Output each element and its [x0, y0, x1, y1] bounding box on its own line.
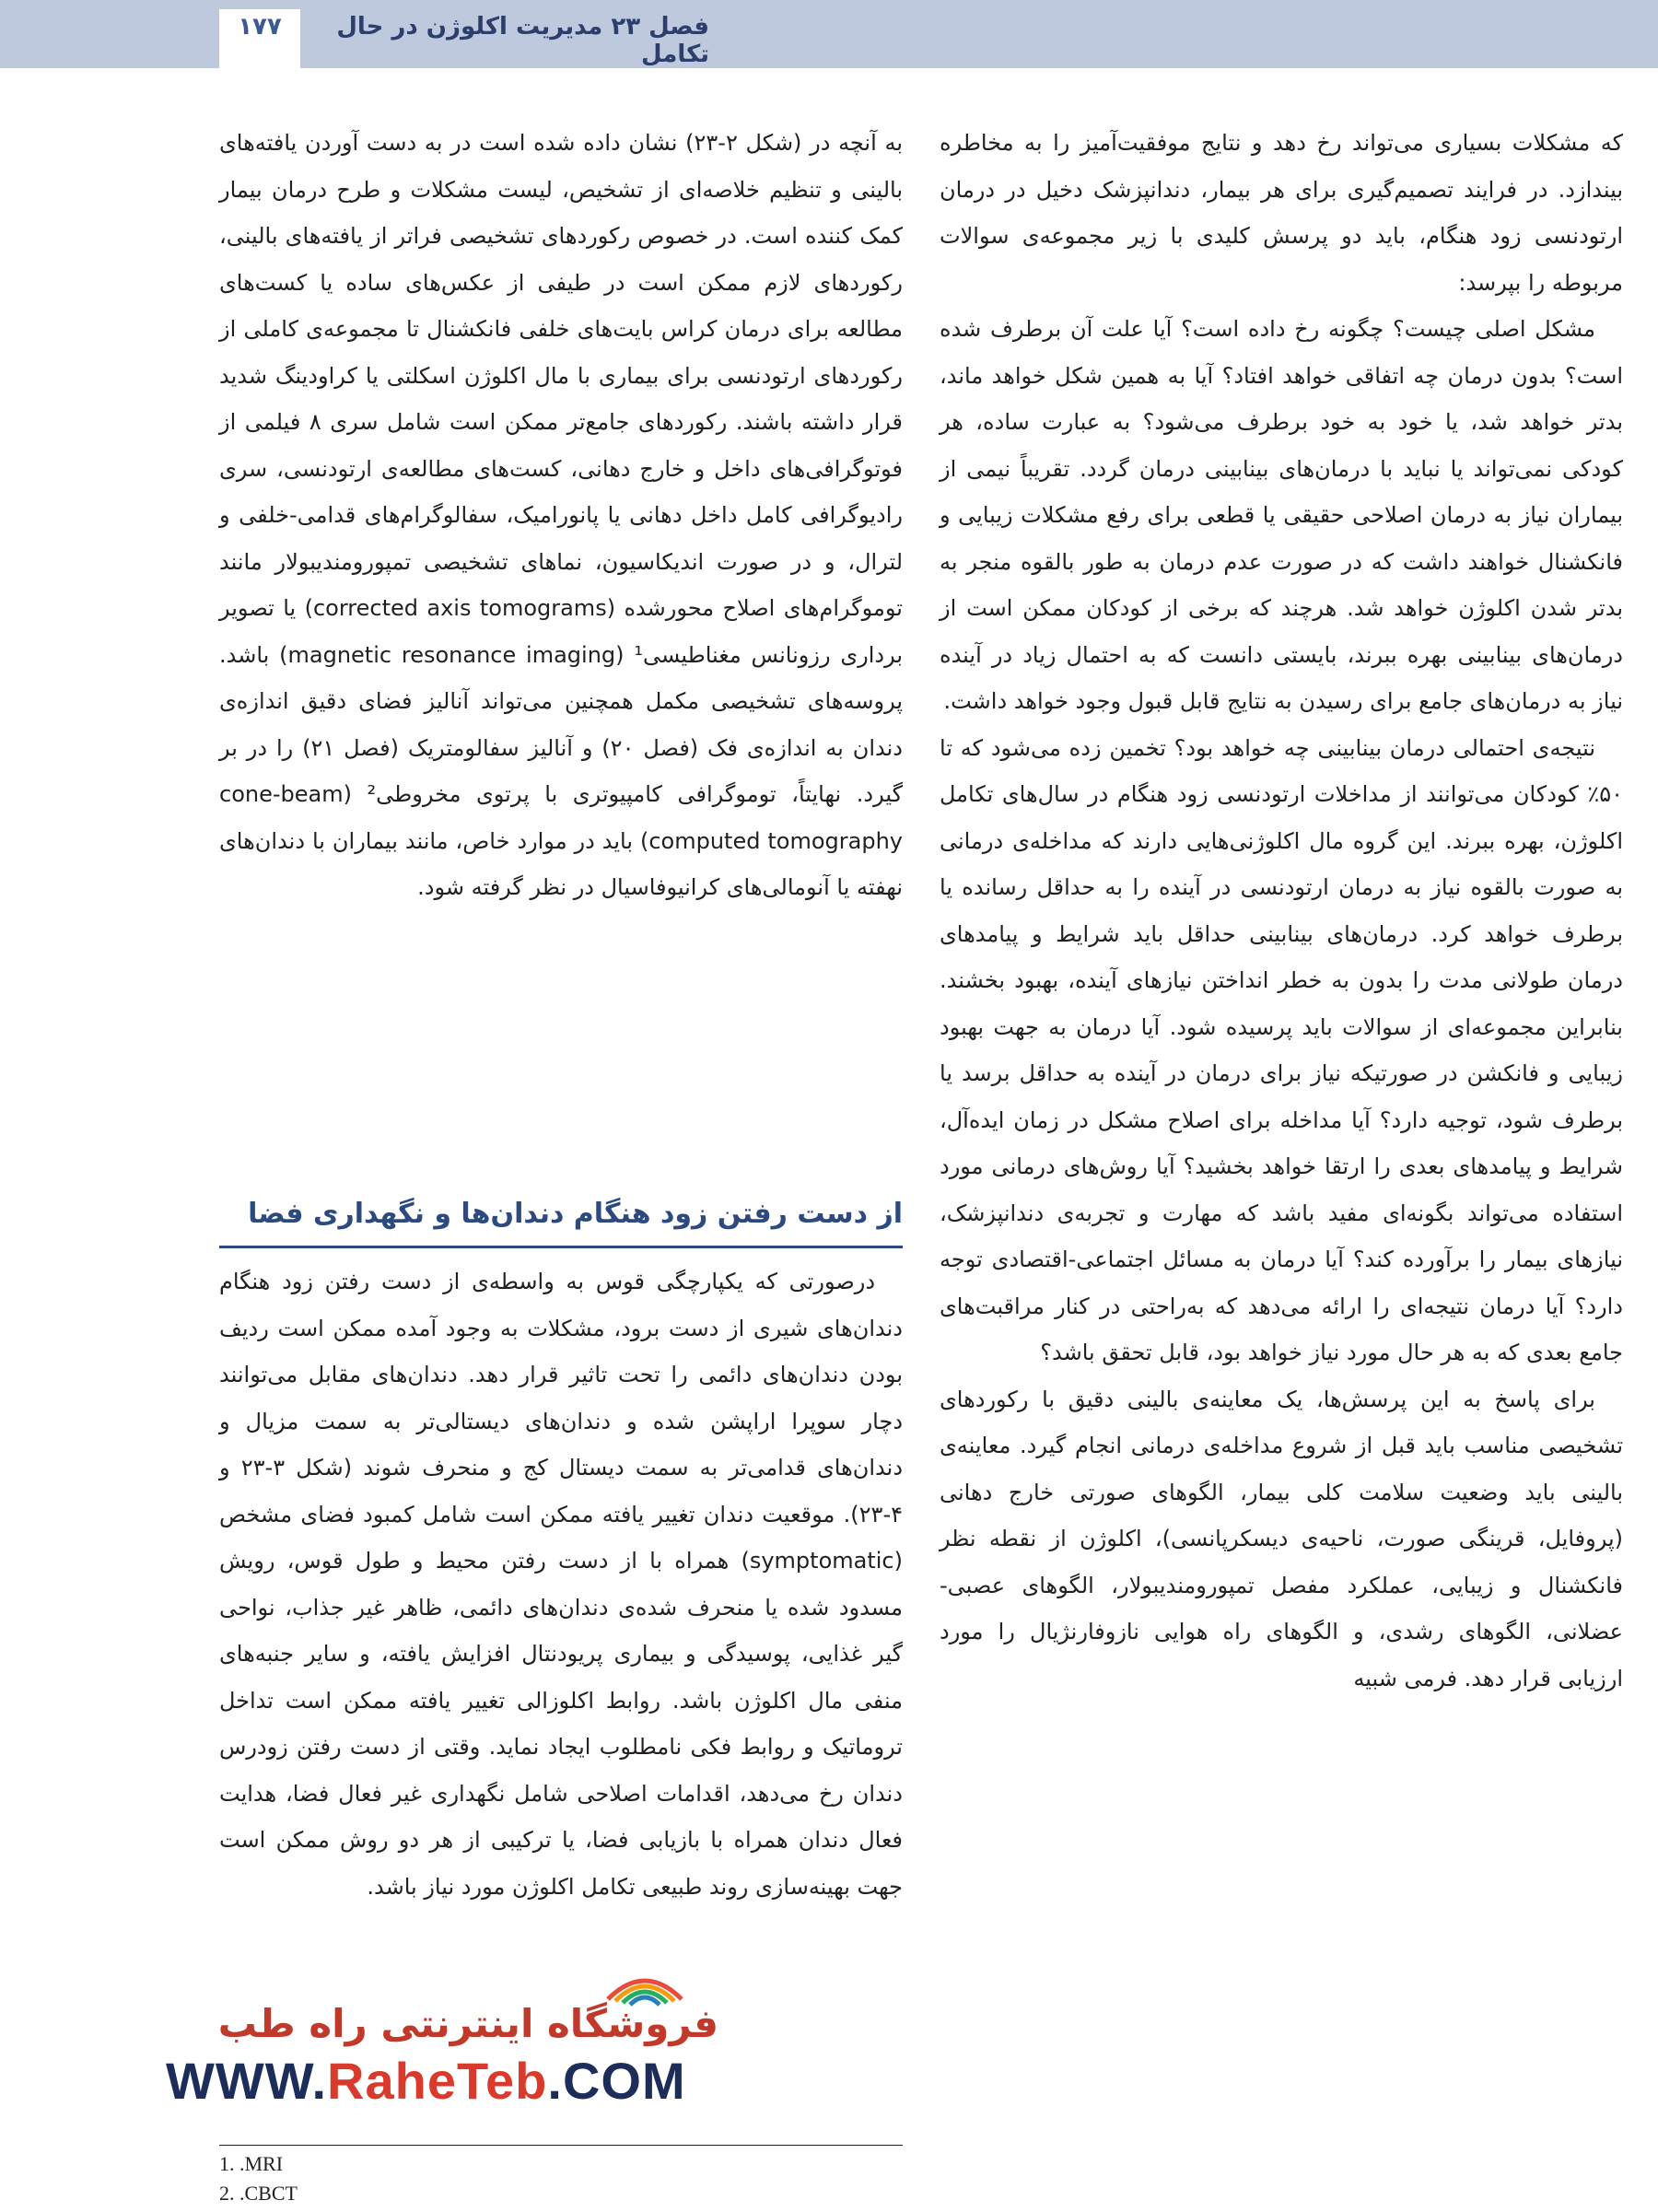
paragraph: نتیجه‌ی احتمالی درمان بینابینی چه خواهد بود؟ تخمین زده می‌شود که تا ۵۰٪ کودکان می‌توانند از مداخلات ارتودنسی زود هنگام در سال‌های تکامل اکلوژن، بهره ببرند. این گروه مال اکلوژنی‌هایی دارند که مداخله‌ی درمانی به صورت بالقوه نیاز به درمان ارتودنسی در آینده را به حداقل رسانده یا برطرف خواهد کرد. درمان‌های بینابینی حداقل باید شرایط و پیامدهای درمان طولانی مدت را بدون به خطر انداختن نیازهای آینده، بهبود بخشند. بنابراین مجموعه‌ای از سوالات باید پرسیده شود. آیا درمان به جهت بهبود زیبایی و فانکشن در صورتیکه نیاز برای درمان در آینده به حداقل برسد یا برطرف شود، توجیه دارد؟ آیا مداخله برای اصلاح مشکل در زمان ایده‌آل، شرایط و پیامدهای بعدی را ارتقا خواهد بخشید؟ آیا روش‌های درمانی مورد استفاده می‌تواند بگونه‌ای مفید باشد که مهارت و تجربه‌ی دندانپزشک، نیازهای بیمار را برآورده کند؟ آیا درمان به مسائل اجتماعی-اقتصادی توجه دارد؟ آیا درمان نتیجه‌ای را ارائه می‌دهد که به‌راحتی در کنار مراقبت‌های جامع بعدی که به هر حال مورد نیاز خواهد بود، قابل تحقق باشد؟ [940, 734, 1623, 1365]
watermark-url: WWW.RaheTeb.COM [166, 2052, 686, 2110]
paragraph: که مشکلات بسیاری می‌تواند رخ دهد و نتایج موفقیت‌آمیز را به مخاطره بیندازد. در فرایند تصمیم‌گیری برای هر بیمار، دندانپزشک دخیل در درمان ارتودنسی زود هنگام، باید دو پرسش کلیدی با زیر مجموعه‌ی سوالات مربوطه را بپرسد: [940, 130, 1623, 296]
footnote-rule [219, 2145, 903, 2146]
watermark-persian: فروشگاه اینترنتی راه طب [217, 2001, 718, 2046]
footnote: 1. .MRI [219, 2152, 284, 2175]
section-heading: از دست رفتن زود هنگام دندان‌ها و نگهداری فضا [248, 1198, 903, 1230]
footnote: 2. .CBCT [219, 2182, 298, 2205]
paragraph: درصورتی که یکپارچگی قوس به واسطه‌ی از دست رفتن زود هنگام دندان‌های شیری از دست برود، مشکلات به وجود آمده ممکن است ردیف بودن دندان‌های دائمی را تحت تاثیر قرار دهد. دندان‌های مقابل می‌توانند دچار سوپرا اراپشن شده و دندان‌های دیستالی‌تر به سمت مزیال و دندان‌های قدامی‌تر به سمت دیستال کج و منحرف شوند (شکل ۳-۲۳ و ۴-۲۳). موقعیت دندان تغییر یافته ممکن است شامل کمبود فضای مشخص (symptomatic) همراه با از دست رفتن محیط و طول قوس، رویش مسدود شده یا منحرف شده‌ی دندان‌های دائمی، ظاهر غیر جذاب، نواحی گیر غذایی، پوسیدگی و بیماری پریودنتال افزایش یافته، و سایر جنبه‌های منفی مال اکلوژن باشد. روابط اکلوزالی تغییر یافته ممکن است تداخل تروماتیک و روابط فکی نامطلوب ایجاد نماید. وقتی از دست رفتن زودرس دندان رخ می‌دهد، اقدامات اصلاحی شامل نگهداری غیر فعال فضا، هدایت فعال دندان همراه با بازیابی فضا، یا ترکیبی از هر دو روش ممکن است جهت بهینه‌سازی روند طبیعی تکامل اکلوژن مورد نیاز باشد. [219, 1269, 903, 1900]
watermark [166, 1944, 737, 2110]
chapter-title: فصل ۲۳ مدیریت اکلوژن در حال تکامل [336, 13, 709, 68]
left-column-top [219, 120, 903, 911]
section-rule [219, 1246, 903, 1248]
left-column-bottom [219, 1258, 903, 1910]
right-column [940, 120, 1623, 1702]
page-number: ۱۷۷ [238, 13, 282, 41]
paragraph: برای پاسخ به این پرسش‌ها، یک معاینه‌ی بالینی دقیق با رکوردهای تشخیصی مناسب باید قبل از شروع مداخله‌ی درمانی انجام گیرد. معاینه‌ی بالینی باید وضعیت سلامت کلی بیمار، الگوهای صورتی خارج دهانی (پروفایل، قرینگی صورت، ناحیه‌ی دیسکرپانسی)، اکلوژن از نقطه نظر فانکشنال و زیبایی، عملکرد مفصل تمپورومندیبولار، الگوهای عصبی-عضلانی، الگوهای رشدی، و الگوهای راه هوایی نازوفارنژیال را مورد ارزیابی قرار دهد. فرمی شبیه [940, 1386, 1623, 1691]
paragraph: مشکل اصلی چیست؟ چگونه رخ داده است؟ آیا علت آن برطرف شده است؟ بدون درمان چه اتفاقی خواهد افتاد؟ آیا به همین شکل خواهد ماند، بدتر خواهد شد، یا خود به خود برطرف می‌شود؟ به عبارت ساده، هر کودکی نمی‌تواند یا نباید با درمان‌های بینابینی درمان گردد. تقریباً نیمی از بیماران نیاز به درمان اصلاحی حقیقی یا قطعی برای رفع مشکلات زیبایی و فانکشنال خواهند داشت که در صورت عدم درمان به طور بالقوه منجر به بدتر شدن اکلوژن خواهد شد. هرچند که برخی از کودکان ممکن است از درمان‌های بینابینی بهره ببرند، بایستی دانست که به احتمال زیاد در آینده نیاز به درمان‌های جامع برای رسیدن به نتایج قابل قبول وجود خواهد داشت. [940, 316, 1623, 714]
paragraph: به آنچه در (شکل ۲-۲۳) نشان داده شده است در به دست آوردن یافته‌های بالینی و تنظیم خلاصه‌ای از تشخیص، لیست مشکلات و طرح درمان بیمار کمک کننده است. در خصوص رکوردهای تشخیصی فراتر از یافته‌های بالینی، رکوردهای لازم ممکن است در طیفی از عکس‌های ساده یا کست‌های مطالعه برای درمان کراس بایت‌های خلفی فانکشنال تا مجموعه‌ی کاملی از رکوردهای ارتودنسی برای بیماری با مال اکلوژن اسکلتی یا کراودینگ شدید قرار داشته باشند. رکوردهای جامع‌تر ممکن است شامل سری ۸ فیلمی از فوتوگرافی‌های داخل و خارج دهانی، کست‌های مطالعه‌ی ارتودنسی، سری رادیوگرافی کامل داخل دهانی یا پانورامیک، سفالوگرام‌های قدامی-خلفی و لترال، و در صورت اندیکاسیون، نماهای تشخیصی تمپورومندیبولار مانند توموگرام‌های اصلاح محورشده (corrected axis tomograms) یا تصویر برداری رزونانس مغناطیسی¹ (magnetic resonance imaging) باشد. پروسه‌های تشخیصی مکمل همچنین می‌تواند آنالیز فضای دقیق اندازه‌ی دندان به اندازه‌ی فک (فصل ۲۰) و آنالیز سفالومتریک (فصل ۲۱) را در بر گیرد. نهایتاً، توموگرافی کامپیوتری با پرتوی مخروطی² (cone-beam computed tomography) باید در موارد خاص، مانند بیماران با دندان‌های نهفته یا آنومالی‌های کرانیوفاسیال در نظر گرفته شود. [219, 130, 904, 900]
